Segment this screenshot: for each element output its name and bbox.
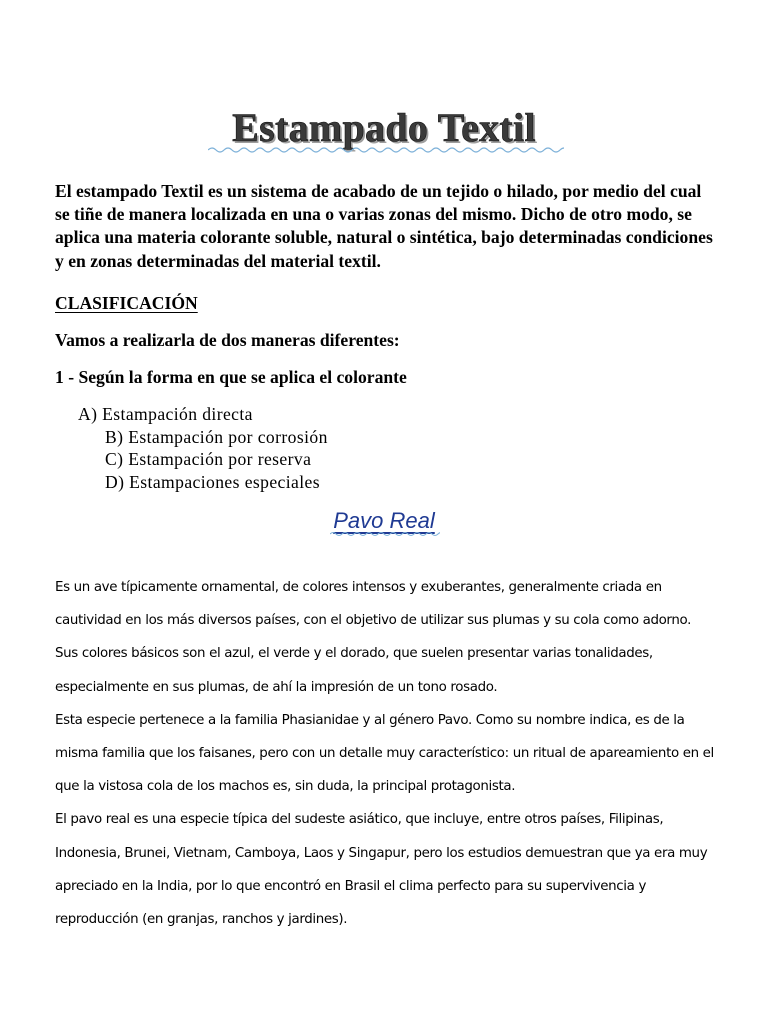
classification-heading: CLASIFICACIÓN (55, 293, 198, 313)
list-item-b: B) Estampación por corrosión (105, 427, 328, 447)
pavo-real-heading: Pavo Real (333, 508, 435, 533)
pavo-paragraph: El pavo real es una especie típica del sudeste asiático, que incluye, entre otros países, Filipinas, Indonesia, Brunei, Vietnam, Camboya, Laos y Singapur, pero los estudios demuestran que ya era muy apreciado en la India, por lo que encontró en Brasil el clima perfecto para su supervivencia y reproducción (en granjas, ranchos y jardines). (55, 812, 708, 928)
title-spellcheck-underline (208, 146, 564, 154)
pavo-paragraph: Sus colores básicos son el azul, el verde y el dorado, que suelen presentar varias tonalidades, especialmente en sus plumas, de ahí la impresión de un tono rosado. (55, 646, 653, 695)
list-item-a: A) Estampación directa (78, 404, 253, 424)
title-container (0, 106, 768, 150)
list-item-d: D) Estampaciones especiales (105, 472, 321, 492)
criterion-line: 1 - Según la forma en que se aplica el colorante (55, 367, 407, 387)
pavo-spellcheck-underline (330, 531, 440, 537)
document-title: Estampado Textil (232, 105, 536, 150)
list-item-c: C) Estampación por reserva (105, 449, 312, 469)
pavo-body (55, 571, 727, 936)
pavo-paragraph: Es un ave típicamente ornamental, de colores intensos y exuberantes, generalmente criada en cautividad en los más diversos países, con el objetivo de utilizar sus plumas y su cola como adorno. (55, 580, 692, 629)
pavo-paragraph: Esta especie pertenece a la familia Phasianidae y al género Pavo. Como su nombre indica, es de la misma familia que los faisanes, pero con un detalle muy característico: un ritual de apareamiento en el que la vistosa cola de los machos es, sin duda, la principal protagonista. (55, 712, 714, 795)
ways-line: Vamos a realizarla de dos maneras diferentes: (55, 330, 400, 350)
intro-paragraph: El estampado Textil es un sistema de acabado de un tejido o hilado, por medio del cual se tiñe de manera localizada en una o varias zonas del mismo. Dicho de otro modo, se aplica una materia colorante soluble, natural o sintética, bajo determinadas condiciones y en zonas determinadas del material textil. (55, 181, 713, 271)
